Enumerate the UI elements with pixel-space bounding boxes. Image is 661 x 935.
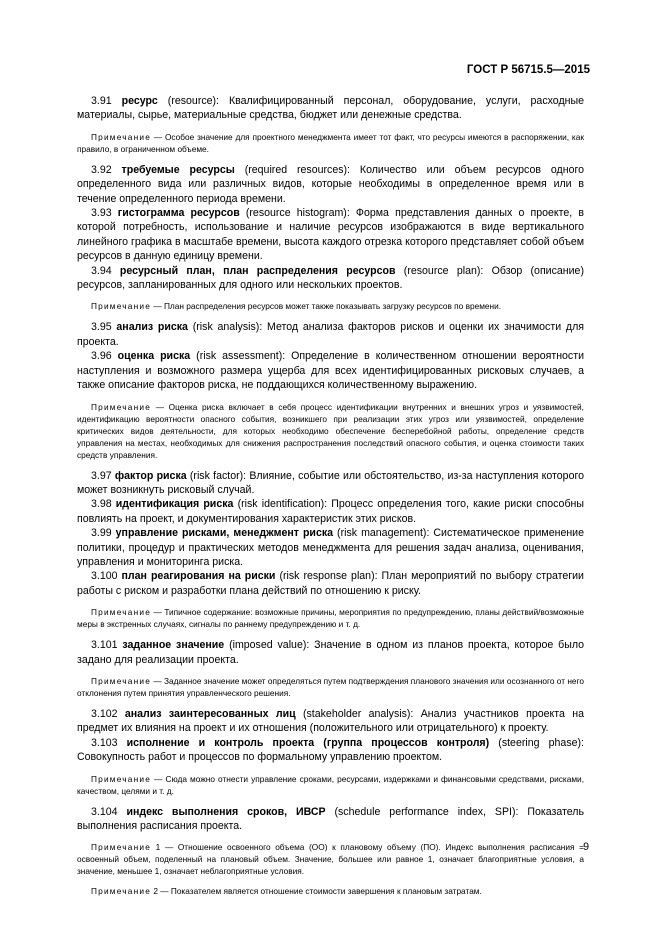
note-label: Примечание xyxy=(91,607,152,618)
term-text: (risk analysis): Метод анализа факторов рисков и оценки их значимости для проекта. xyxy=(77,321,584,348)
term-name: идентификация риска xyxy=(115,498,234,511)
note xyxy=(77,606,584,630)
document-body xyxy=(77,94,584,905)
term-number: 3.99 xyxy=(91,527,112,540)
note-label: Примечание xyxy=(91,401,152,412)
term-name: управление рисками, менеджмент риска xyxy=(115,527,334,540)
term-definition xyxy=(77,526,584,569)
document-header: ГОСТ Р 56715.5—2015 xyxy=(466,64,590,76)
term-text: (resource): Квалифицированный персонал, оборудование, услуги, расходные материалы, сырье, материальные средства, бюджет или денежные средства. xyxy=(77,95,584,122)
note-label: Примечание xyxy=(91,842,152,853)
term-definition xyxy=(77,206,584,264)
term-name: анализ риска xyxy=(116,321,188,334)
term-text: (imposed value): Значение в одном из планов проекта, которое было задано для реализации проекта. xyxy=(77,639,585,666)
term-definition xyxy=(77,638,584,667)
term-definition xyxy=(77,163,584,206)
term-definition xyxy=(77,264,584,293)
term-text: (risk factor): Влияние, событие или обстоятельство, из-за наступления которого может возникнуть рисковый случай. xyxy=(77,469,584,496)
term-text: (risk assessment): Определение в количественном отношении вероятности наступления и возможного размера ущерба для всех идентифицированных рисковых случаев, а также описание факторов риска, не поддающихся количественному выражению. xyxy=(77,350,585,392)
term-text: (risk identification): Процесс определения того, какие риски способны повлиять на проект, и документирования характеристик этих рисков. xyxy=(77,498,584,525)
term-text: (risk response plan): План мероприятий по выбору стратегии работы с риском и разработки плана действий по отношению к риску. xyxy=(77,570,584,597)
term-definition xyxy=(77,805,584,834)
term-number: 3.100 xyxy=(91,570,118,583)
term-number: 3.95 xyxy=(91,321,112,334)
term-definition xyxy=(77,94,584,123)
note xyxy=(77,885,584,897)
term-number: 3.93 xyxy=(91,207,112,220)
term-number: 3.101 xyxy=(91,639,118,652)
term-definition xyxy=(77,469,584,498)
term-number: 3.98 xyxy=(91,498,112,511)
note-text: — Особое значение для проектного менеджмента имеет тот факт, что ресурсы имеются в распоряжении, как правило, в ограниченном объеме. xyxy=(77,131,584,154)
note xyxy=(77,773,584,797)
note-text: — Типичное содержание: возможные причины, мероприятия по предупреждению, планы действий/возможные меры в экстренных случаях, сигналы по раннему предупреждению и т. д. xyxy=(77,607,584,630)
term-definition xyxy=(77,736,584,765)
term-definition xyxy=(77,569,584,598)
note xyxy=(77,131,584,155)
note-label: Примечание xyxy=(91,675,152,686)
term-name: анализ заинтересованных лиц xyxy=(124,707,296,720)
note-label: Примечание xyxy=(91,301,152,312)
note xyxy=(77,401,584,461)
term-number: 3.103 xyxy=(91,736,118,749)
term-name: требуемые ресурсы xyxy=(121,163,235,176)
note-text: — Заданное значение может определяться путем подтверждения планового значения или осознанного от него отклонения путем принятия управленческого решения. xyxy=(77,675,584,698)
term-number: 3.94 xyxy=(91,264,112,277)
term-name: фактор риска xyxy=(114,469,187,482)
term-definition xyxy=(77,497,584,526)
term-definition xyxy=(77,349,584,392)
term-number: 3.102 xyxy=(91,707,118,720)
term-number: 3.92 xyxy=(91,163,112,176)
note-text: — Оценка риска включает в себя процесс идентификации внутренних и внешних угроз и уязвимостей, идентификацию вероятности опасного события, возникшего при реализации этих угроз или уязвимостей, определение критических видов деятельности, для которых необходимо обеспечение бесперебойной работы, определение средств управления на местах, необходимых для снижения распространения последствий опасного события, и оценка стоимости таких средств управления. xyxy=(77,401,584,460)
term-text: (stakeholder analysis): Анализ участников проекта на предмет их влияния на проект и их отношения (положительного или отрицательного) к проекту. xyxy=(77,707,584,735)
term-text: (required resources): Количество или объем ресурсов одного определенного вида или различных видов, которые необходимы в определенное время или в течение определенного периода времени. xyxy=(77,163,584,205)
page-number: 9 xyxy=(583,841,589,853)
note-text: 2 — Показателем является отношение стоимости завершения к плановым затратам. xyxy=(151,886,482,897)
term-number: 3.91 xyxy=(91,95,112,107)
term-definition xyxy=(77,707,584,736)
term-name: ресурсный план, план распределения ресурсов xyxy=(119,264,396,277)
term-name: план реагирования на риски xyxy=(121,570,276,583)
note-text: — План распределения ресурсов может также показывать загрузку ресурсов по времени. xyxy=(151,301,502,312)
term-name: заданное значение xyxy=(122,639,225,652)
note xyxy=(77,675,584,699)
term-name: гистограмма ресурсов xyxy=(117,207,240,220)
note-label: Примечание xyxy=(91,131,152,142)
term-name: исполнение и контроль проекта (группа процессов контроля) xyxy=(126,736,490,749)
note xyxy=(77,300,584,312)
term-name: индекс выполнения сроков, ИВСР xyxy=(126,805,326,818)
term-number: 3.96 xyxy=(91,350,112,363)
note-text: — Сюда можно отнести управление сроками, ресурсами, издержками и финансовыми средствами, рисками, качеством, целями и т. д. xyxy=(77,773,584,796)
note-label: Примечание xyxy=(91,773,152,784)
term-number: 3.104 xyxy=(91,805,118,818)
note-text: 1 — Отношение освоенного объема (ОО) к плановому объему (ПО). Индекс выполнения расписания = освоенный объем, поделенный на плановый объем. Значение, большее или равное 1, означает благоприятные условия, а значение, меньшее 1, означает неблагоприятные условия. xyxy=(77,842,584,877)
term-text: (steering phase): Совокупность работ и процессов по формальному управлению проектом. xyxy=(77,736,584,764)
term-text: (resource histogram): Форма представления данных о проекте, в которой потребность, использование и наличие ресурсов изображаются в виде вертикального линейного графика в масштабе времени, высота каждого отрезка которого представляет собой объем ресурсов в данную единицу времени. xyxy=(77,207,585,263)
term-text: (schedule performance index, SPI): Показатель выполнения расписания проекта. xyxy=(77,805,584,832)
term-number: 3.97 xyxy=(91,469,112,482)
term-definition xyxy=(77,320,584,349)
term-text: (risk management): Систематическое применение политики, процедур и практических методов менеджмента для решения задач анализа, оценивания, управления и мониторинга риска. xyxy=(77,527,584,568)
term-text: (resource plan): Обзор (описание) ресурсов, запланированных для одного или нескольких проектов. xyxy=(77,264,584,292)
term-name: оценка риска xyxy=(117,350,191,363)
note-label: Примечание xyxy=(91,886,152,897)
note xyxy=(77,841,584,877)
term-name: ресурс xyxy=(121,95,158,107)
